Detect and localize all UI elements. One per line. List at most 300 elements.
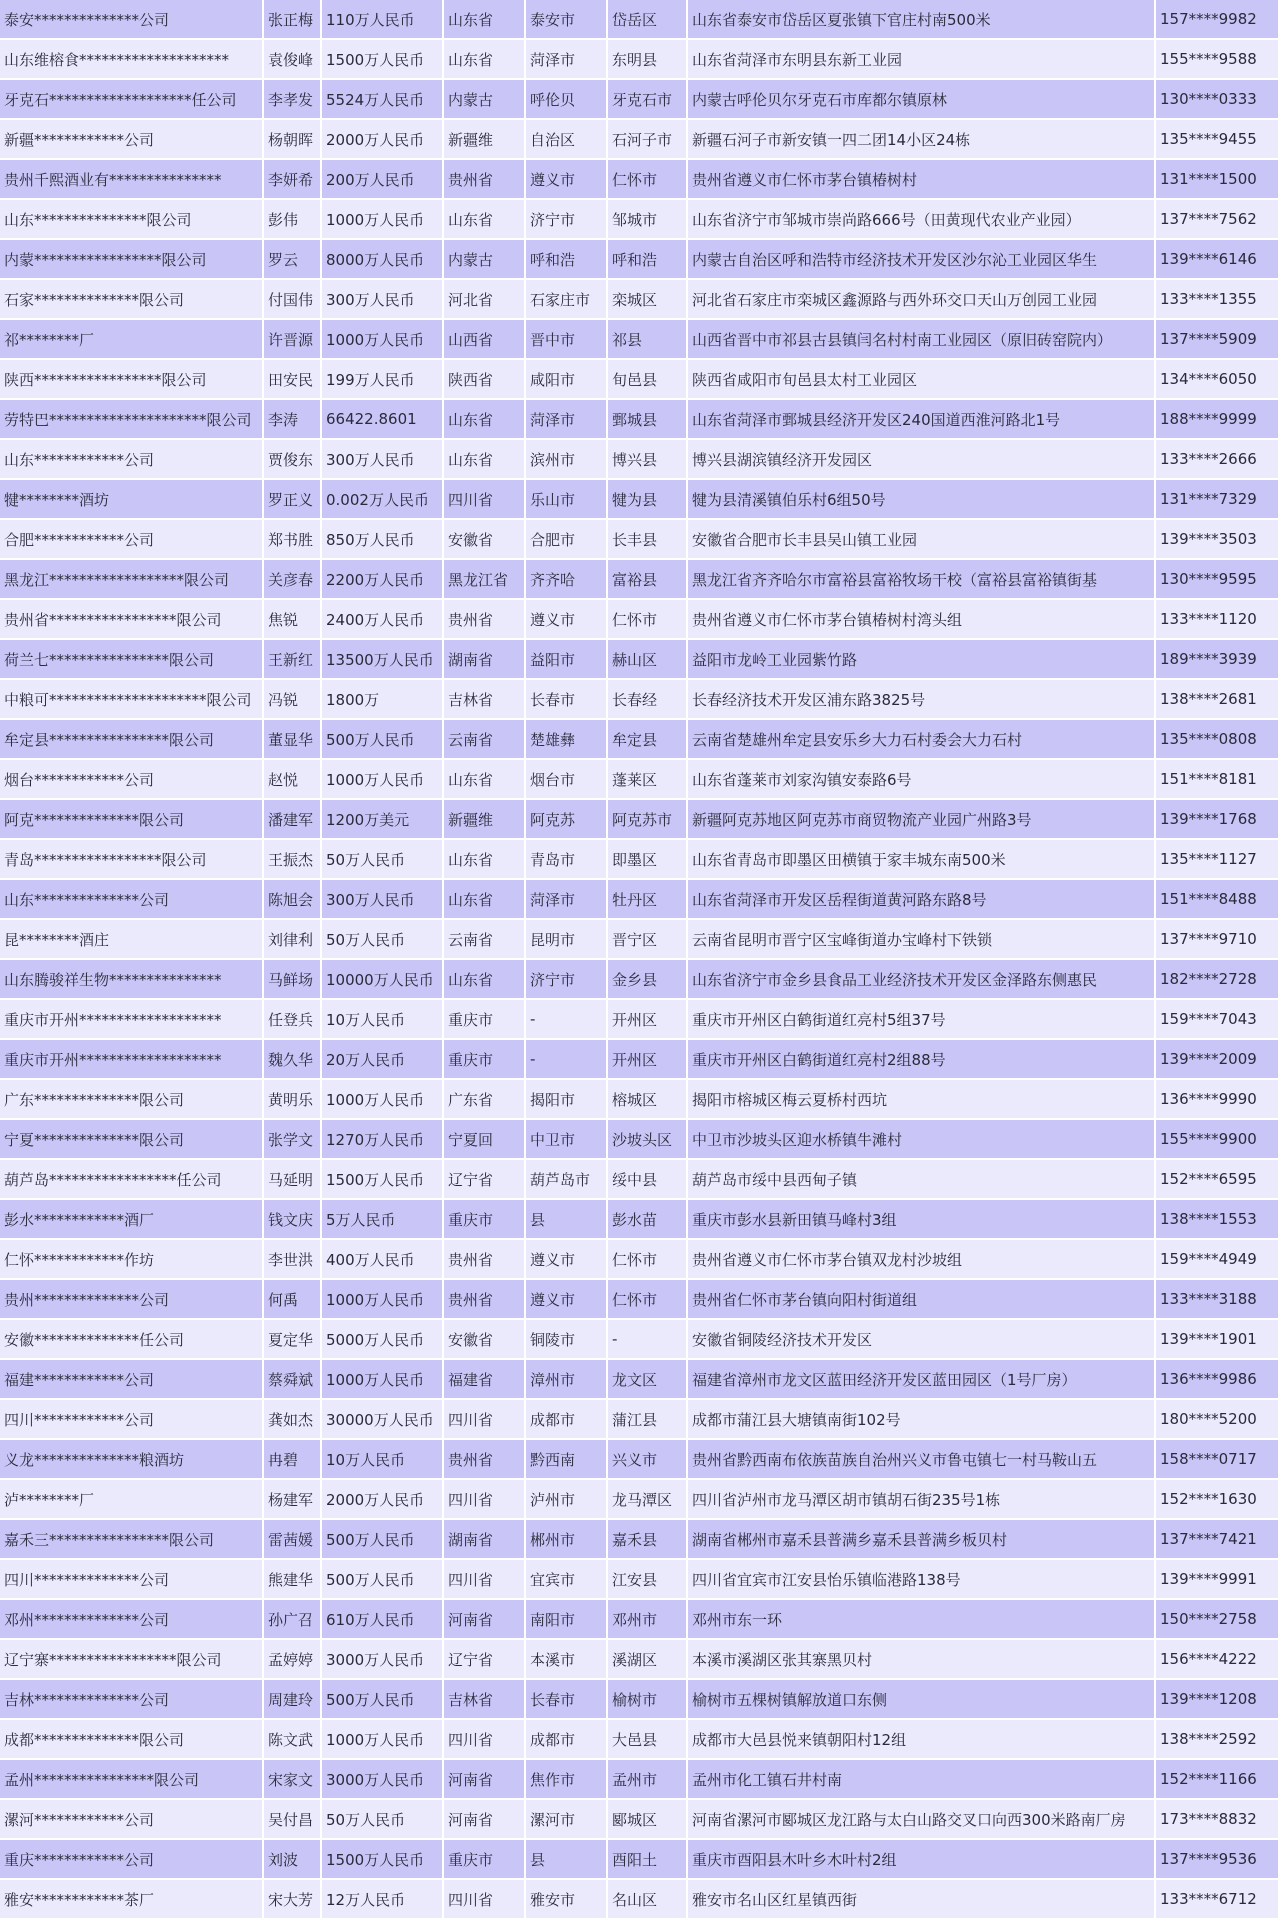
registered-capital-cell: 5000万人民币 [322,1320,444,1360]
city-cell: 济宁市 [526,200,608,240]
district-cell: 石河子市 [608,120,688,160]
city-cell: 晋中市 [526,320,608,360]
address-cell: 重庆市酉阳县木叶乡木叶村2组 [688,1840,1156,1880]
city-cell: - [526,1040,608,1080]
address-cell: 贵州省仁怀市茅台镇向阳村街道组 [688,1280,1156,1320]
legal-person-cell: 蔡舜斌 [264,1360,322,1400]
city-cell: 县 [526,1840,608,1880]
address-cell: 山东省泰安市岱岳区夏张镇下官庄村南500米 [688,0,1156,40]
province-cell: 四川省 [444,480,526,520]
registered-capital-cell: 1000万人民币 [322,1080,444,1120]
address-cell: 犍为县清溪镇伯乐村6组50号 [688,480,1156,520]
address-cell: 贵州省遵义市仁怀市茅台镇椿树村 [688,160,1156,200]
province-cell: 湖南省 [444,1520,526,1560]
table-row [0,0,1280,40]
table-row [0,240,1280,280]
address-cell: 陕西省咸阳市旬邑县太村工业园区 [688,360,1156,400]
company-name-cell: 安徽**************任公司 [0,1320,264,1360]
legal-person-cell: 付国伟 [264,280,322,320]
city-cell: 宜宾市 [526,1560,608,1600]
district-cell: 嘉禾县 [608,1520,688,1560]
registered-capital-cell: 2200万人民币 [322,560,444,600]
address-cell: 成都市蒲江县大塘镇南街102号 [688,1400,1156,1440]
address-cell: 新疆阿克苏地区阿克苏市商贸物流产业园广州路3号 [688,800,1156,840]
legal-person-cell: 郑书胜 [264,520,322,560]
phone-cell: 139****2009 [1156,1040,1280,1080]
table-row [0,1520,1280,1560]
company-name-cell: 泰安**************公司 [0,0,264,40]
district-cell: 旬邑县 [608,360,688,400]
registered-capital-cell: 500万人民币 [322,720,444,760]
address-cell: 重庆市开州区白鹤街道红亮村5组37号 [688,1000,1156,1040]
city-cell: 铜陵市 [526,1320,608,1360]
table-row [0,360,1280,400]
table-row [0,440,1280,480]
phone-cell: 135****0808 [1156,720,1280,760]
legal-person-cell: 吴付昌 [264,1800,322,1840]
table-row [0,1480,1280,1520]
registered-capital-cell: 300万人民币 [322,280,444,320]
province-cell: 山西省 [444,320,526,360]
registered-capital-cell: 5万人民币 [322,1200,444,1240]
legal-person-cell: 黄明乐 [264,1080,322,1120]
province-cell: 贵州省 [444,1440,526,1480]
legal-person-cell: 贾俊东 [264,440,322,480]
district-cell: 金乡县 [608,960,688,1000]
province-cell: 湖南省 [444,640,526,680]
legal-person-cell: 熊建华 [264,1560,322,1600]
province-cell: 辽宁省 [444,1160,526,1200]
phone-cell: 138****1553 [1156,1200,1280,1240]
address-cell: 中卫市沙坡头区迎水桥镇牛滩村 [688,1120,1156,1160]
registered-capital-cell: 10万人民币 [322,1440,444,1480]
province-cell: 山东省 [444,400,526,440]
company-name-cell: 中粮可*********************限公司 [0,680,264,720]
district-cell: 岱岳区 [608,0,688,40]
city-cell: 自治区 [526,120,608,160]
company-name-cell: 牟定县****************限公司 [0,720,264,760]
company-name-cell: 福建************公司 [0,1360,264,1400]
company-name-cell: 山东************公司 [0,440,264,480]
city-cell: 揭阳市 [526,1080,608,1120]
province-cell: 宁夏回 [444,1120,526,1160]
district-cell: 仁怀市 [608,1280,688,1320]
phone-cell: 139****9991 [1156,1560,1280,1600]
district-cell: 兴义市 [608,1440,688,1480]
legal-person-cell: 刘律利 [264,920,322,960]
registered-capital-cell: 20万人民币 [322,1040,444,1080]
company-name-cell: 犍********酒坊 [0,480,264,520]
table-row [0,1880,1280,1920]
legal-person-cell: 陈文武 [264,1720,322,1760]
company-name-cell: 陕西*****************限公司 [0,360,264,400]
address-cell: 四川省泸州市龙马潭区胡市镇胡石街235号1栋 [688,1480,1156,1520]
city-cell: 遵义市 [526,600,608,640]
phone-cell: 137****7562 [1156,200,1280,240]
city-cell: 烟台市 [526,760,608,800]
table-row [0,1040,1280,1080]
address-cell: 内蒙古自治区呼和浩特市经济技术开发区沙尔沁工业园区华生 [688,240,1156,280]
phone-cell: 182****2728 [1156,960,1280,1000]
phone-cell: 151****8488 [1156,880,1280,920]
table-row [0,600,1280,640]
address-cell: 湖南省郴州市嘉禾县普满乡嘉禾县普满乡板贝村 [688,1520,1156,1560]
registered-capital-cell: 50万人民币 [322,920,444,960]
province-cell: 山东省 [444,440,526,480]
district-cell: 酉阳土 [608,1840,688,1880]
address-cell: 新疆石河子市新安镇一四二团14小区24栋 [688,120,1156,160]
table-row [0,1440,1280,1480]
company-name-cell: 新疆************公司 [0,120,264,160]
company-name-cell: 辽宁寨*****************限公司 [0,1640,264,1680]
province-cell: 云南省 [444,920,526,960]
phone-cell: 133****1120 [1156,600,1280,640]
registered-capital-cell: 1500万人民币 [322,1160,444,1200]
legal-person-cell: 任登兵 [264,1000,322,1040]
city-cell: 焦作市 [526,1760,608,1800]
table-row [0,120,1280,160]
legal-person-cell: 李妍希 [264,160,322,200]
legal-person-cell: 马延明 [264,1160,322,1200]
registered-capital-cell: 1000万人民币 [322,320,444,360]
legal-person-cell: 钱文庆 [264,1200,322,1240]
district-cell: 榕城区 [608,1080,688,1120]
district-cell: 邹城市 [608,200,688,240]
legal-person-cell: 罗正义 [264,480,322,520]
address-cell: 山东省济宁市金乡县食品工业经济技术开发区金泽路东侧惠民 [688,960,1156,1000]
phone-cell: 152****1630 [1156,1480,1280,1520]
address-cell: 安徽省合肥市长丰县吴山镇工业园 [688,520,1156,560]
district-cell: 长春经 [608,680,688,720]
company-name-cell: 祁********厂 [0,320,264,360]
city-cell: 呼和浩 [526,240,608,280]
registered-capital-cell: 500万人民币 [322,1680,444,1720]
table-row [0,1200,1280,1240]
table-row [0,560,1280,600]
legal-person-cell: 魏久华 [264,1040,322,1080]
city-cell: 漳州市 [526,1360,608,1400]
registered-capital-cell: 5524万人民币 [322,80,444,120]
legal-person-cell: 宋家文 [264,1760,322,1800]
company-name-cell: 牙克石*******************任公司 [0,80,264,120]
registered-capital-cell: 300万人民币 [322,880,444,920]
province-cell: 四川省 [444,1880,526,1920]
district-cell: 赫山区 [608,640,688,680]
registered-capital-cell: 3000万人民币 [322,1760,444,1800]
province-cell: 吉林省 [444,680,526,720]
province-cell: 重庆市 [444,1040,526,1080]
legal-person-cell: 杨建军 [264,1480,322,1520]
company-name-cell: 吉林**************公司 [0,1680,264,1720]
table-row [0,1600,1280,1640]
company-name-cell: 合肥************公司 [0,520,264,560]
address-cell: 重庆市开州区白鹤街道红亮村2组88号 [688,1040,1156,1080]
company-name-cell: 阿克**************限公司 [0,800,264,840]
company-name-cell: 烟台************公司 [0,760,264,800]
legal-person-cell: 董显华 [264,720,322,760]
table-row [0,1240,1280,1280]
district-cell: 郾城区 [608,1800,688,1840]
legal-person-cell: 许晋源 [264,320,322,360]
address-cell: 博兴县湖滨镇经济开发园区 [688,440,1156,480]
province-cell: 安徽省 [444,1320,526,1360]
phone-cell: 188****9999 [1156,400,1280,440]
registered-capital-cell: 10000万人民币 [322,960,444,1000]
legal-person-cell: 袁俊峰 [264,40,322,80]
company-name-cell: 重庆市开州******************* [0,1000,264,1040]
address-cell: 贵州省遵义市仁怀市茅台镇椿树村湾头组 [688,600,1156,640]
registered-capital-cell: 200万人民币 [322,160,444,200]
district-cell: 龙文区 [608,1360,688,1400]
table-row [0,520,1280,560]
company-name-cell: 贵州省*****************限公司 [0,600,264,640]
phone-cell: 150****2758 [1156,1600,1280,1640]
registered-capital-cell: 1500万人民币 [322,40,444,80]
province-cell: 贵州省 [444,600,526,640]
city-cell: 滨州市 [526,440,608,480]
address-cell: 黑龙江省齐齐哈尔市富裕县富裕牧场干校（富裕县富裕镇街基 [688,560,1156,600]
city-cell: 县 [526,1200,608,1240]
registered-capital-cell: 199万人民币 [322,360,444,400]
province-cell: 辽宁省 [444,1640,526,1680]
province-cell: 云南省 [444,720,526,760]
registered-capital-cell: 610万人民币 [322,1600,444,1640]
phone-cell: 130****0333 [1156,80,1280,120]
company-name-cell: 贵州**************公司 [0,1280,264,1320]
legal-person-cell: 孙广召 [264,1600,322,1640]
table-row [0,1160,1280,1200]
table-row [0,1800,1280,1840]
registered-capital-cell: 0.002万人民币 [322,480,444,520]
province-cell: 内蒙古 [444,80,526,120]
address-cell: 榆树市五棵树镇解放道口东侧 [688,1680,1156,1720]
company-name-cell: 泸********厂 [0,1480,264,1520]
province-cell: 山东省 [444,880,526,920]
phone-cell: 134****6050 [1156,360,1280,400]
registered-capital-cell: 3000万人民币 [322,1640,444,1680]
city-cell: 雅安市 [526,1880,608,1920]
district-cell: 犍为县 [608,480,688,520]
city-cell: 石家庄市 [526,280,608,320]
city-cell: 青岛市 [526,840,608,880]
district-cell: 沙坡头区 [608,1120,688,1160]
phone-cell: 131****7329 [1156,480,1280,520]
city-cell: 泸州市 [526,1480,608,1520]
phone-cell: 137****7421 [1156,1520,1280,1560]
city-cell: 中卫市 [526,1120,608,1160]
phone-cell: 133****2666 [1156,440,1280,480]
province-cell: 陕西省 [444,360,526,400]
province-cell: 福建省 [444,1360,526,1400]
company-name-cell: 宁夏**************限公司 [0,1120,264,1160]
district-cell: 仁怀市 [608,1240,688,1280]
registered-capital-cell: 2000万人民币 [322,120,444,160]
legal-person-cell: 冉碧 [264,1440,322,1480]
registered-capital-cell: 10万人民币 [322,1000,444,1040]
company-name-cell: 漯河************公司 [0,1800,264,1840]
phone-cell: 135****1127 [1156,840,1280,880]
phone-cell: 138****2681 [1156,680,1280,720]
table-row [0,1560,1280,1600]
legal-person-cell: 陈旭会 [264,880,322,920]
province-cell: 四川省 [444,1400,526,1440]
registered-capital-cell: 1000万人民币 [322,1280,444,1320]
legal-person-cell: 李涛 [264,400,322,440]
district-cell: 牙克石市 [608,80,688,120]
district-cell: 彭水苗 [608,1200,688,1240]
phone-cell: 180****5200 [1156,1400,1280,1440]
legal-person-cell: 李孝发 [264,80,322,120]
company-name-cell: 黑龙江******************限公司 [0,560,264,600]
province-cell: 广东省 [444,1080,526,1120]
district-cell: 长丰县 [608,520,688,560]
district-cell: 晋宁区 [608,920,688,960]
table-row [0,1640,1280,1680]
province-cell: 山东省 [444,760,526,800]
province-cell: 河北省 [444,280,526,320]
district-cell: 大邑县 [608,1720,688,1760]
city-cell: 菏泽市 [526,400,608,440]
phone-cell: 133****6712 [1156,1880,1280,1920]
table-row [0,840,1280,880]
city-cell: 菏泽市 [526,880,608,920]
legal-person-cell: 王新红 [264,640,322,680]
phone-cell: 130****9595 [1156,560,1280,600]
table-row [0,760,1280,800]
address-cell: 安徽省铜陵经济技术开发区 [688,1320,1156,1360]
city-cell: 遵义市 [526,1280,608,1320]
district-cell: 溪湖区 [608,1640,688,1680]
table-row [0,320,1280,360]
province-cell: 河南省 [444,1800,526,1840]
district-cell: 仁怀市 [608,160,688,200]
table-row [0,280,1280,320]
registered-capital-cell: 50万人民币 [322,840,444,880]
phone-cell: 157****9982 [1156,0,1280,40]
address-cell: 长春经济技术开发区浦东路3825号 [688,680,1156,720]
legal-person-cell: 周建玲 [264,1680,322,1720]
table-row [0,1840,1280,1880]
province-cell: 山东省 [444,40,526,80]
province-cell: 安徽省 [444,520,526,560]
table-row [0,1320,1280,1360]
registered-capital-cell: 110万人民币 [322,0,444,40]
table-row [0,200,1280,240]
table-row [0,1280,1280,1320]
legal-person-cell: 张正梅 [264,0,322,40]
address-cell: 本溪市溪湖区张其寨黑贝村 [688,1640,1156,1680]
city-cell: 郴州市 [526,1520,608,1560]
province-cell: 重庆市 [444,1840,526,1880]
address-cell: 葫芦岛市绥中县西甸子镇 [688,1160,1156,1200]
province-cell: 贵州省 [444,1280,526,1320]
registered-capital-cell: 13500万人民币 [322,640,444,680]
registered-capital-cell: 1000万人民币 [322,1360,444,1400]
table-row [0,880,1280,920]
company-name-cell: 贵州千熙酒业有*************** [0,160,264,200]
city-cell: 泰安市 [526,0,608,40]
address-cell: 孟州市化工镇石井村南 [688,1760,1156,1800]
district-cell: 邓州市 [608,1600,688,1640]
legal-person-cell: 何禹 [264,1280,322,1320]
registered-capital-cell: 500万人民币 [322,1560,444,1600]
legal-person-cell: 焦锐 [264,600,322,640]
district-cell: 栾城区 [608,280,688,320]
address-cell: 云南省昆明市晋宁区宝峰街道办宝峰村下铁锁 [688,920,1156,960]
registered-capital-cell: 50万人民币 [322,1800,444,1840]
province-cell: 黑龙江省 [444,560,526,600]
district-cell: 龙马潭区 [608,1480,688,1520]
address-cell: 内蒙古呼伦贝尔牙克石市库都尔镇原林 [688,80,1156,120]
district-cell: 牟定县 [608,720,688,760]
city-cell: 合肥市 [526,520,608,560]
district-cell: 牡丹区 [608,880,688,920]
phone-cell: 152****6595 [1156,1160,1280,1200]
province-cell: 山东省 [444,0,526,40]
province-cell: 四川省 [444,1560,526,1600]
company-name-cell: 彭水************酒厂 [0,1200,264,1240]
address-cell: 雅安市名山区红星镇西街 [688,1880,1156,1920]
address-cell: 揭阳市榕城区梅云夏桥村西坑 [688,1080,1156,1120]
registered-capital-cell: 12万人民币 [322,1880,444,1920]
legal-person-cell: 龚如杰 [264,1400,322,1440]
phone-cell: 155****9900 [1156,1120,1280,1160]
table-row [0,960,1280,1000]
company-name-cell: 山东***************限公司 [0,200,264,240]
table-row [0,720,1280,760]
registered-capital-cell: 30000万人民币 [322,1400,444,1440]
table-row [0,1400,1280,1440]
legal-person-cell: 杨朝晖 [264,120,322,160]
company-name-cell: 山东腾骏祥生物*************** [0,960,264,1000]
phone-cell: 131****1500 [1156,160,1280,200]
company-name-cell: 石家**************限公司 [0,280,264,320]
city-cell: 楚雄彝 [526,720,608,760]
province-cell: 重庆市 [444,1000,526,1040]
company-name-cell: 孟州****************限公司 [0,1760,264,1800]
table-row [0,800,1280,840]
phone-cell: 136****9986 [1156,1360,1280,1400]
legal-person-cell: 王振杰 [264,840,322,880]
phone-cell: 139****6146 [1156,240,1280,280]
legal-person-cell: 马鲜场 [264,960,322,1000]
province-cell: 吉林省 [444,1680,526,1720]
district-cell: 蓬莱区 [608,760,688,800]
phone-cell: 189****3939 [1156,640,1280,680]
district-cell: 开州区 [608,1040,688,1080]
phone-cell: 138****2592 [1156,1720,1280,1760]
legal-person-cell: 罗云 [264,240,322,280]
address-cell: 山东省青岛市即墨区田横镇于家丰城东南500米 [688,840,1156,880]
legal-person-cell: 潘建军 [264,800,322,840]
table-row [0,1760,1280,1800]
district-cell: 即墨区 [608,840,688,880]
phone-cell: 151****8181 [1156,760,1280,800]
company-name-cell: 劳特巴*********************限公司 [0,400,264,440]
legal-person-cell: 夏定华 [264,1320,322,1360]
address-cell: 贵州省遵义市仁怀市茅台镇双龙村沙坡组 [688,1240,1156,1280]
city-cell: - [526,1000,608,1040]
phone-cell: 156****4222 [1156,1640,1280,1680]
company-name-cell: 四川************公司 [0,1400,264,1440]
district-cell: 绥中县 [608,1160,688,1200]
district-cell: 呼和浩 [608,240,688,280]
address-cell: 山东省菏泽市开发区岳程街道黄河路东路8号 [688,880,1156,920]
registered-capital-cell: 1000万人民币 [322,1720,444,1760]
table-row [0,1720,1280,1760]
address-cell: 邓州市东一环 [688,1600,1156,1640]
table-row [0,80,1280,120]
